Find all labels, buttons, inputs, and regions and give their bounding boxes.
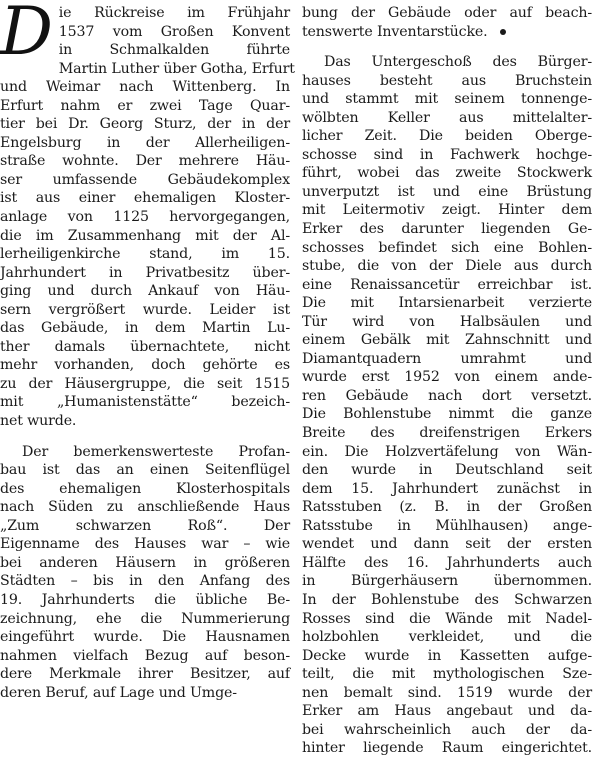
text-line: stube, die von der Diele aus durch <box>302 258 592 275</box>
text-line: Städten – bis in den Anfang des <box>0 573 290 590</box>
text-line: nach Süden zu anschließende Haus <box>0 499 290 516</box>
text-line: das Gebäude, in dem Martin Lu- <box>0 320 290 337</box>
text-line: bung der Gebäude oder auf beach- <box>302 5 592 21</box>
text-line: mehr vorhanden, doch gehörte es <box>0 357 290 374</box>
text-line: in Schmalkalden führte <box>58 42 290 59</box>
text-line: eine Renaissancetür erreichbar ist. <box>302 276 592 293</box>
text-line: den wurde in Deutschland seit <box>302 462 592 479</box>
text-line: Erfurt nahm er zwei Tage Quar- <box>0 97 290 114</box>
text-line: 19. Jahrhunderts die übliche Be- <box>0 591 290 608</box>
bullet-icon <box>500 29 506 35</box>
text-line: Engelsburg in der Allerheiligen- <box>0 134 290 151</box>
text-line: ist aus einer ehemaligen Kloster- <box>0 190 290 207</box>
text-line: bei anderen Häusern in größeren <box>0 554 290 571</box>
right-column <box>302 4 592 770</box>
text-line: Der bemerkenswerteste Profan- <box>22 443 290 460</box>
text-line: schosses befindet sich eine Bohlen- <box>302 239 592 256</box>
paragraph-profanbau <box>0 443 290 703</box>
text-line: in Bürgerhäusern übernommen. <box>302 573 592 590</box>
text-line: eingeführt wurde. Die Hausnamen <box>0 629 290 646</box>
text-line: Eigenname des Hauses war – wie <box>0 536 290 553</box>
text-line: Die mit Intarsienarbeit verzierte <box>302 295 592 312</box>
text-line: Ratsstube in Mühlhausen) ange- <box>302 517 592 534</box>
text-line: ren Gebäude nach dort versetzt. <box>302 387 592 404</box>
text-line: einem Gebälk mit Zahnschnitt und <box>302 332 592 349</box>
text-line: straße wohnte. Der mehrere Häu- <box>0 153 290 170</box>
text-line: mit Leitermotiv zeigt. Hinter dem <box>302 202 592 219</box>
text-line: schosse sind in Fachwerk hochge- <box>302 146 592 163</box>
text-line: Tür wird von Halbsäulen und <box>302 313 592 330</box>
text-line: und stammt mit seinem tonnenge- <box>302 91 592 108</box>
text-line: des ehemaligen Klosterhospitals <box>0 480 290 497</box>
text-line: führt, wobei das zweite Stockwerk <box>302 165 592 182</box>
text-line: net wurde. <box>0 413 77 430</box>
text-line: zu der Häusergruppe, die seit 1515 <box>0 375 290 392</box>
text-line: nen bemalt sind. 1519 wurde der <box>302 684 592 701</box>
text-line: hauses besteht aus Bruchstein <box>302 72 592 89</box>
paragraph-luther-journey <box>0 0 295 431</box>
text-line: ging und durch Ankauf von Häu- <box>0 283 290 300</box>
text-line: zeichnung, ehe die Nummerierung <box>0 610 290 627</box>
text-line: „Zum schwarzen Roß“. Der <box>0 517 290 534</box>
text-line: holzbohlen verkleidet, und die <box>302 629 592 646</box>
text-line: 1537 vom Großen Konvent <box>58 23 290 40</box>
text-line: Breite des dreifenstrigen Erkers <box>302 425 592 442</box>
left-column <box>0 0 295 714</box>
text-line: ein. Die Holzvertäfelung von Wän- <box>302 443 592 460</box>
paragraph-untergeschoss <box>302 53 592 758</box>
text-line: und Weimar nach Wittenberg. In <box>0 79 290 96</box>
text-line: Erker des darunter liegenden Ge- <box>302 221 592 238</box>
text-line: Hälfte des 16. Jahrhunderts auch <box>302 554 592 571</box>
paragraph-umgebung <box>302 4 592 41</box>
text-line: sern vergrößert wurde. Leider ist <box>0 301 290 318</box>
text-line: wendet und dann seit der ersten <box>302 536 592 553</box>
text-line: In der Bohlenstube des Schwarzen <box>302 591 592 608</box>
text-line: ser umfassende Gebäudekomplex <box>0 171 290 188</box>
text-line: Die Bohlenstube nimmt die ganze <box>302 406 592 423</box>
text-line: Rosses sind die Wände mit Nadel- <box>302 610 592 627</box>
text-line: wölbten Keller aus mittelalter- <box>302 109 592 126</box>
text-line: Erker am Haus angebaut und da- <box>302 703 592 720</box>
text-line: wurde erst 1952 von einem ande- <box>302 369 592 386</box>
text-line: Das Untergeschoß des Bürger- <box>324 54 592 71</box>
text-line: die im Zusammenhang mit der Al- <box>0 227 290 244</box>
text-line: anlage von 1125 hervorgegangen, <box>0 209 290 226</box>
text-line: tier bei Dr. Georg Sturz, der in der <box>0 116 290 133</box>
text-line: dem 15. Jahrhundert zunächst in <box>302 480 592 497</box>
text-line: dere Merkmale ihrer Besitzer, auf <box>0 666 290 683</box>
paragraph-lines <box>302 53 592 758</box>
text-line: unverputzt ist und eine Brüstung <box>302 183 592 200</box>
text-line: lerheiligenkirche stand, im 15. <box>0 246 290 263</box>
text-line: ther damals übernachtete, nicht <box>0 338 290 355</box>
text-line: Decke wurde in Kassetten aufge- <box>302 647 592 664</box>
text-line: teilt, die mit mythologischen Sze- <box>302 666 592 683</box>
text-line: Diamantquadern umrahmt und <box>302 350 592 367</box>
drop-cap: D <box>0 0 53 70</box>
text-line: deren Beruf, auf Lage und Umge- <box>0 684 237 701</box>
text-line: bei wahrscheinlich auch der da- <box>302 721 592 738</box>
text-line: Ratsstuben (z. B. in der Großen <box>302 499 592 516</box>
text-line: Jahrhundert in Privatbesitz über- <box>0 264 290 281</box>
text-line: Martin Luther über Gotha, Erfurt <box>58 60 295 77</box>
text-line: tenswerte Inventarstücke. <box>302 23 592 42</box>
text-line: ie Rückreise im Frühjahr <box>58 5 290 21</box>
paragraph-lines <box>302 4 592 41</box>
text-line: bau ist das an einen Seitenflügel <box>0 462 290 479</box>
text-line: hinter liegende Raum eingerichtet. <box>302 740 592 757</box>
paragraph-lines <box>0 443 290 703</box>
text-line: mit „Humanistenstätte“ bezeich- <box>0 394 290 411</box>
text-line: licher Zeit. Die beiden Oberge- <box>302 128 592 145</box>
text-line: nahmen vielfach Bezug auf beson- <box>0 647 290 664</box>
